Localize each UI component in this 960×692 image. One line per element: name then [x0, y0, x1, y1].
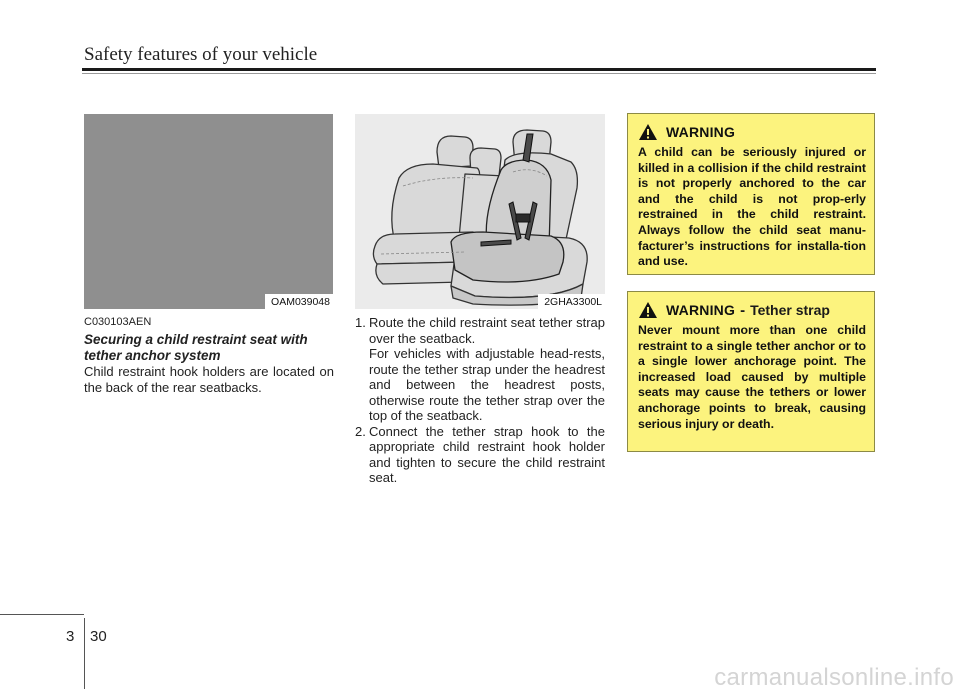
warning-title: WARNING	[666, 124, 736, 140]
warning-header	[638, 123, 866, 141]
footer-rule	[0, 614, 84, 615]
step-text: Connect the tether strap hook to the appropriate child restraint hook holder and tighten to secure the child restraint seat.	[369, 423, 605, 485]
image-label: OAM039048	[265, 294, 333, 309]
subheading: Securing a child restraint seat with tether anchor system	[84, 332, 308, 363]
seat-drawing	[355, 114, 605, 309]
step-2	[355, 424, 605, 486]
warning-text: A child can be seriously injured or killed in a collision if the child restraint is not properly anchored to the car and the child is not prop-erly restrained in the child restraint. Always follow the child seat manu-facturer’s instructions for installa-tion and use.	[638, 145, 866, 269]
warning-box-tether-strap	[627, 291, 875, 452]
image-label: 2GHA3300L	[538, 294, 605, 309]
warning-box-child-restraint	[627, 113, 875, 275]
rear-seat-illustration	[355, 114, 605, 309]
step-note: For vehicles with adjustable head-rests, route the tether strap under the headrest and between the headrest posts, otherwise route the tether strap over the top of the seatback.	[369, 346, 605, 423]
instruction-steps	[355, 315, 605, 486]
hook-holder-photo	[84, 114, 333, 309]
step-number: 2.	[355, 423, 366, 439]
headrest-left	[437, 136, 473, 168]
warning-subtitle: Tether strap	[750, 302, 830, 318]
warning-dash: -	[740, 301, 746, 319]
child-seat-base	[451, 232, 564, 282]
watermark: carmanualsonline.info	[714, 664, 954, 691]
section-title: Safety features of your vehicle	[84, 44, 318, 65]
chapter-number: 3	[66, 628, 75, 645]
header-rule-thin	[82, 73, 876, 74]
warning-title: WARNING	[666, 302, 736, 318]
step-number: 1.	[355, 315, 366, 330]
step-text: Route the child restraint seat tether strap over the seatback.	[369, 315, 605, 346]
page-number: 30	[90, 628, 107, 645]
footer-divider	[84, 618, 85, 689]
body-text: Child restraint hook holders are located on the back of the rear seatbacks.	[84, 364, 334, 395]
warning-text: Never mount more than one child restraint to a single tether anchor or to a single lower anchorage point. The increased load caused by multiple seats may cause the tethers or lower anchorage points to break, causing serious injury or death.	[638, 323, 866, 431]
harness-buckle	[516, 214, 530, 222]
step-1	[355, 315, 605, 346]
warning-triangle-icon	[638, 123, 658, 141]
reference-code: C030103AEN	[84, 316, 152, 328]
header-rule	[82, 68, 876, 71]
warning-triangle-icon	[638, 301, 658, 319]
warning-header	[638, 301, 866, 319]
